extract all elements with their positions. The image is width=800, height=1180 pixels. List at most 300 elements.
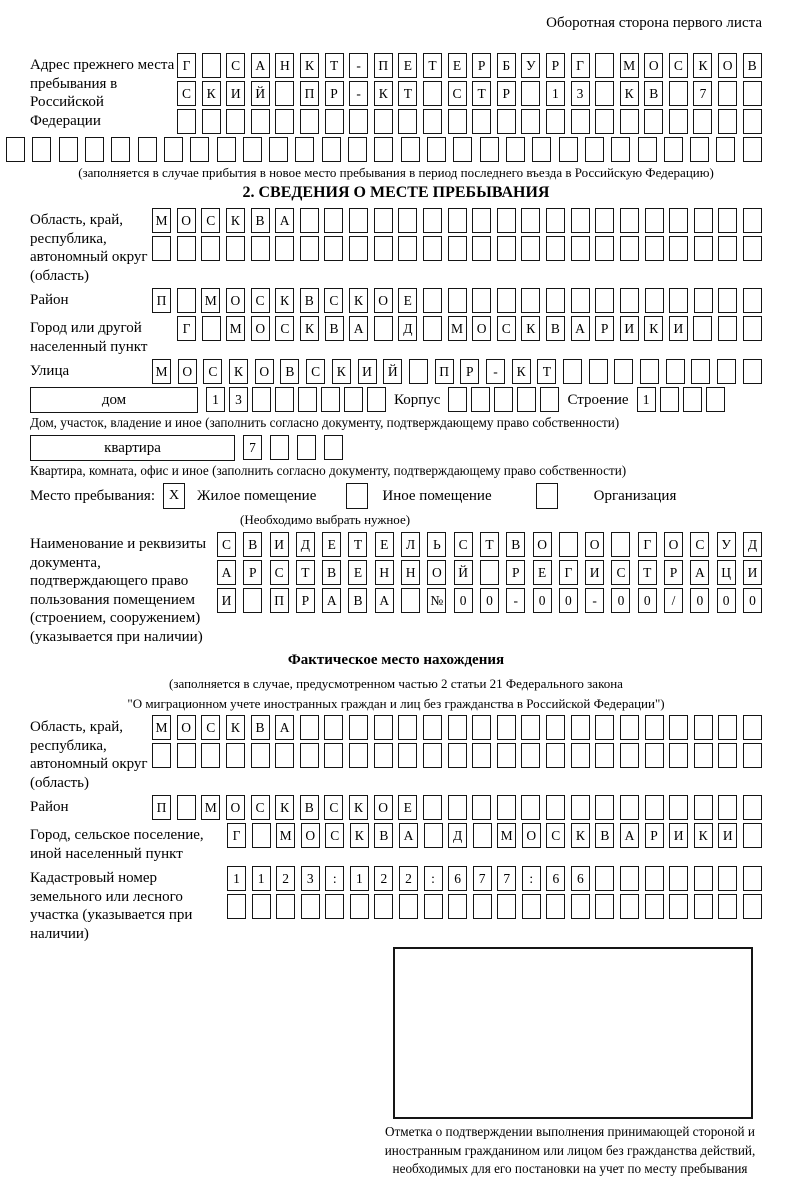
char-cell[interactable] xyxy=(595,109,614,134)
char-cell[interactable] xyxy=(275,109,294,134)
char-cell[interactable]: М xyxy=(276,823,295,848)
char-cell[interactable] xyxy=(322,137,341,162)
char-cell[interactable] xyxy=(497,743,516,768)
char-cell[interactable] xyxy=(718,81,737,106)
char-cell[interactable]: В xyxy=(374,823,393,848)
char-cell[interactable]: Т xyxy=(296,560,315,585)
char-cell[interactable] xyxy=(423,743,442,768)
char-cell[interactable] xyxy=(374,208,393,233)
char-cell[interactable]: К xyxy=(300,53,319,78)
char-cell[interactable]: А xyxy=(251,53,270,78)
char-cell[interactable] xyxy=(494,387,513,412)
char-cell[interactable] xyxy=(743,359,762,384)
char-cell[interactable] xyxy=(693,316,712,341)
char-cell[interactable]: 2 xyxy=(276,866,295,891)
char-cell[interactable]: М xyxy=(448,316,467,341)
char-cell[interactable]: К xyxy=(644,316,663,341)
char-cell[interactable] xyxy=(706,387,725,412)
char-cell[interactable]: П xyxy=(152,288,171,313)
char-cell[interactable] xyxy=(252,387,271,412)
char-cell[interactable]: О xyxy=(718,53,737,78)
char-cell[interactable] xyxy=(275,81,294,106)
char-cell[interactable]: В xyxy=(348,588,367,613)
char-cell[interactable]: В xyxy=(300,288,319,313)
char-cell[interactable]: А xyxy=(620,823,639,848)
char-cell[interactable]: У xyxy=(717,532,736,557)
char-cell[interactable]: Г xyxy=(638,532,657,557)
char-cell[interactable]: М xyxy=(226,316,245,341)
char-cell[interactable] xyxy=(374,236,393,261)
char-cell[interactable] xyxy=(595,894,614,919)
char-cell[interactable] xyxy=(252,894,271,919)
street-grid[interactable] xyxy=(152,359,762,384)
char-cell[interactable] xyxy=(32,137,51,162)
char-cell[interactable] xyxy=(620,288,639,313)
char-cell[interactable]: В xyxy=(251,715,270,740)
char-cell[interactable] xyxy=(423,316,442,341)
char-cell[interactable] xyxy=(448,795,467,820)
char-cell[interactable] xyxy=(614,359,633,384)
char-cell[interactable] xyxy=(743,866,762,891)
char-cell[interactable] xyxy=(718,715,737,740)
char-cell[interactable] xyxy=(718,894,737,919)
char-cell[interactable] xyxy=(398,715,417,740)
char-cell[interactable]: В xyxy=(325,316,344,341)
char-cell[interactable] xyxy=(344,387,363,412)
char-cell[interactable] xyxy=(669,715,688,740)
char-cell[interactable] xyxy=(521,109,540,134)
char-cell[interactable]: С xyxy=(306,359,325,384)
char-cell[interactable]: У xyxy=(521,53,540,78)
char-cell[interactable]: П xyxy=(435,359,454,384)
char-cell[interactable]: О xyxy=(472,316,491,341)
char-cell[interactable]: 1 xyxy=(227,866,246,891)
char-cell[interactable]: 6 xyxy=(571,866,590,891)
char-cell[interactable]: Г xyxy=(571,53,590,78)
prev-address-grid-row2[interactable] xyxy=(177,81,762,106)
char-cell[interactable]: Д xyxy=(448,823,467,848)
char-cell[interactable] xyxy=(669,288,688,313)
char-cell[interactable] xyxy=(276,894,295,919)
char-cell[interactable] xyxy=(743,81,762,106)
char-cell[interactable]: С xyxy=(611,560,630,585)
char-cell[interactable]: С xyxy=(546,823,565,848)
char-cell[interactable] xyxy=(718,743,737,768)
char-cell[interactable] xyxy=(521,81,540,106)
char-cell[interactable] xyxy=(448,743,467,768)
char-cell[interactable] xyxy=(251,236,270,261)
char-cell[interactable]: Е xyxy=(448,53,467,78)
char-cell[interactable] xyxy=(517,387,536,412)
char-cell[interactable]: № xyxy=(427,588,446,613)
char-cell[interactable]: Р xyxy=(296,588,315,613)
char-cell[interactable]: И xyxy=(270,532,289,557)
char-cell[interactable]: С xyxy=(454,532,473,557)
char-cell[interactable] xyxy=(645,866,664,891)
char-cell[interactable]: Г xyxy=(177,316,196,341)
char-cell[interactable] xyxy=(448,109,467,134)
char-cell[interactable] xyxy=(448,236,467,261)
char-cell[interactable] xyxy=(448,387,467,412)
char-cell[interactable] xyxy=(743,109,762,134)
char-cell[interactable] xyxy=(694,743,713,768)
char-cell[interactable] xyxy=(571,288,590,313)
actual-region-grid-row1[interactable] xyxy=(152,715,762,740)
char-cell[interactable] xyxy=(480,137,499,162)
char-cell[interactable] xyxy=(645,288,664,313)
char-cell[interactable] xyxy=(497,288,516,313)
char-cell[interactable] xyxy=(300,208,319,233)
char-cell[interactable]: Е xyxy=(375,532,394,557)
char-cell[interactable] xyxy=(473,823,492,848)
char-cell[interactable]: В xyxy=(280,359,299,384)
actual-district-grid[interactable] xyxy=(152,795,762,820)
char-cell[interactable]: Т xyxy=(398,81,417,106)
char-cell[interactable] xyxy=(693,109,712,134)
char-cell[interactable] xyxy=(269,137,288,162)
char-cell[interactable] xyxy=(743,795,762,820)
prev-address-grid-row3[interactable] xyxy=(177,109,762,134)
char-cell[interactable]: Г xyxy=(227,823,246,848)
char-cell[interactable] xyxy=(743,823,762,848)
char-cell[interactable] xyxy=(571,795,590,820)
cadastral-grid-row2[interactable] xyxy=(227,894,762,919)
char-cell[interactable] xyxy=(718,866,737,891)
char-cell[interactable]: И xyxy=(620,316,639,341)
char-cell[interactable]: М xyxy=(152,208,171,233)
char-cell[interactable] xyxy=(85,137,104,162)
char-cell[interactable] xyxy=(472,715,491,740)
char-cell[interactable]: С xyxy=(324,288,343,313)
char-cell[interactable]: Т xyxy=(638,560,657,585)
char-cell[interactable] xyxy=(423,81,442,106)
char-cell[interactable]: С xyxy=(270,560,289,585)
char-cell[interactable]: 1 xyxy=(252,866,271,891)
char-cell[interactable] xyxy=(595,866,614,891)
char-cell[interactable] xyxy=(472,208,491,233)
region-grid-row1[interactable] xyxy=(152,208,762,233)
char-cell[interactable]: А xyxy=(322,588,341,613)
char-cell[interactable] xyxy=(201,236,220,261)
char-cell[interactable] xyxy=(251,743,270,768)
char-cell[interactable] xyxy=(620,715,639,740)
char-cell[interactable]: 3 xyxy=(229,387,248,412)
char-cell[interactable]: С xyxy=(203,359,222,384)
char-cell[interactable] xyxy=(620,866,639,891)
char-cell[interactable] xyxy=(202,53,221,78)
char-cell[interactable] xyxy=(349,208,368,233)
char-cell[interactable]: 0 xyxy=(611,588,630,613)
char-cell[interactable] xyxy=(227,894,246,919)
char-cell[interactable]: К xyxy=(349,795,368,820)
char-cell[interactable] xyxy=(669,743,688,768)
char-cell[interactable]: В xyxy=(546,316,565,341)
char-cell[interactable]: : xyxy=(522,866,541,891)
char-cell[interactable] xyxy=(694,236,713,261)
char-cell[interactable] xyxy=(611,137,630,162)
char-cell[interactable]: О xyxy=(644,53,663,78)
char-cell[interactable]: О xyxy=(522,823,541,848)
char-cell[interactable] xyxy=(718,236,737,261)
char-cell[interactable] xyxy=(398,208,417,233)
char-cell[interactable] xyxy=(694,866,713,891)
char-cell[interactable] xyxy=(301,894,320,919)
char-cell[interactable] xyxy=(295,137,314,162)
char-cell[interactable]: С xyxy=(325,823,344,848)
char-cell[interactable] xyxy=(448,288,467,313)
char-cell[interactable]: Н xyxy=(401,560,420,585)
char-cell[interactable] xyxy=(645,894,664,919)
char-cell[interactable] xyxy=(559,137,578,162)
char-cell[interactable] xyxy=(177,288,196,313)
char-cell[interactable]: Р xyxy=(243,560,262,585)
char-cell[interactable] xyxy=(252,823,271,848)
char-cell[interactable]: М xyxy=(201,795,220,820)
char-cell[interactable] xyxy=(59,137,78,162)
char-cell[interactable] xyxy=(620,109,639,134)
char-cell[interactable] xyxy=(152,236,171,261)
char-cell[interactable] xyxy=(427,137,446,162)
char-cell[interactable]: - xyxy=(349,53,368,78)
char-cell[interactable]: П xyxy=(152,795,171,820)
char-cell[interactable]: С xyxy=(201,715,220,740)
char-cell[interactable]: Т xyxy=(325,53,344,78)
apartment-grid[interactable] xyxy=(243,435,343,460)
char-cell[interactable]: К xyxy=(226,715,245,740)
char-cell[interactable] xyxy=(374,743,393,768)
char-cell[interactable]: К xyxy=(512,359,531,384)
char-cell[interactable] xyxy=(540,387,559,412)
char-cell[interactable] xyxy=(497,109,516,134)
char-cell[interactable]: Л xyxy=(401,532,420,557)
char-cell[interactable] xyxy=(571,109,590,134)
char-cell[interactable] xyxy=(743,236,762,261)
char-cell[interactable] xyxy=(497,894,516,919)
char-cell[interactable]: В xyxy=(506,532,525,557)
char-cell[interactable] xyxy=(497,208,516,233)
char-cell[interactable] xyxy=(398,743,417,768)
char-cell[interactable]: - xyxy=(349,81,368,106)
document-grid-row2[interactable] xyxy=(217,560,762,585)
char-cell[interactable]: С xyxy=(448,81,467,106)
char-cell[interactable] xyxy=(226,109,245,134)
char-cell[interactable] xyxy=(6,137,25,162)
char-cell[interactable]: О xyxy=(585,532,604,557)
char-cell[interactable] xyxy=(472,743,491,768)
char-cell[interactable] xyxy=(374,316,393,341)
char-cell[interactable] xyxy=(669,866,688,891)
char-cell[interactable]: И xyxy=(358,359,377,384)
char-cell[interactable] xyxy=(595,81,614,106)
char-cell[interactable] xyxy=(546,208,565,233)
char-cell[interactable]: А xyxy=(217,560,236,585)
char-cell[interactable] xyxy=(743,208,762,233)
char-cell[interactable] xyxy=(595,208,614,233)
char-cell[interactable]: М xyxy=(201,288,220,313)
char-cell[interactable] xyxy=(669,109,688,134)
stay-type-checkbox-organization[interactable] xyxy=(536,483,558,509)
char-cell[interactable] xyxy=(532,137,551,162)
char-cell[interactable] xyxy=(611,532,630,557)
char-cell[interactable] xyxy=(717,359,736,384)
char-cell[interactable]: Т xyxy=(480,532,499,557)
char-cell[interactable]: Р xyxy=(664,560,683,585)
char-cell[interactable] xyxy=(645,743,664,768)
char-cell[interactable] xyxy=(424,894,443,919)
char-cell[interactable] xyxy=(226,743,245,768)
char-cell[interactable] xyxy=(546,288,565,313)
char-cell[interactable]: 3 xyxy=(301,866,320,891)
char-cell[interactable]: Е xyxy=(398,795,417,820)
char-cell[interactable]: И xyxy=(718,823,737,848)
char-cell[interactable]: - xyxy=(486,359,505,384)
char-cell[interactable]: М xyxy=(152,359,171,384)
char-cell[interactable] xyxy=(202,316,221,341)
char-cell[interactable]: Д xyxy=(743,532,762,557)
char-cell[interactable]: К xyxy=(226,208,245,233)
stay-type-checkbox-other[interactable] xyxy=(346,483,368,509)
char-cell[interactable] xyxy=(300,743,319,768)
char-cell[interactable]: С xyxy=(251,795,270,820)
char-cell[interactable] xyxy=(497,715,516,740)
char-cell[interactable]: А xyxy=(690,560,709,585)
house-box[interactable]: дом xyxy=(30,387,198,413)
char-cell[interactable] xyxy=(298,387,317,412)
char-cell[interactable]: Д xyxy=(398,316,417,341)
char-cell[interactable] xyxy=(571,743,590,768)
char-cell[interactable]: М xyxy=(497,823,516,848)
char-cell[interactable]: 7 xyxy=(473,866,492,891)
char-cell[interactable]: О xyxy=(226,795,245,820)
char-cell[interactable]: В xyxy=(300,795,319,820)
char-cell[interactable]: А xyxy=(275,208,294,233)
char-cell[interactable]: С xyxy=(324,795,343,820)
char-cell[interactable] xyxy=(660,387,679,412)
char-cell[interactable]: / xyxy=(664,588,683,613)
char-cell[interactable]: Р xyxy=(506,560,525,585)
char-cell[interactable] xyxy=(270,435,289,460)
char-cell[interactable] xyxy=(448,208,467,233)
char-cell[interactable] xyxy=(243,588,262,613)
char-cell[interactable] xyxy=(595,53,614,78)
char-cell[interactable]: Ц xyxy=(717,560,736,585)
document-grid-row1[interactable] xyxy=(217,532,762,557)
char-cell[interactable]: О xyxy=(374,795,393,820)
char-cell[interactable]: : xyxy=(325,866,344,891)
char-cell[interactable]: К xyxy=(275,288,294,313)
char-cell[interactable] xyxy=(448,715,467,740)
char-cell[interactable]: А xyxy=(275,715,294,740)
char-cell[interactable]: И xyxy=(585,560,604,585)
char-cell[interactable]: С xyxy=(275,316,294,341)
char-cell[interactable]: А xyxy=(571,316,590,341)
char-cell[interactable] xyxy=(152,743,171,768)
char-cell[interactable] xyxy=(546,715,565,740)
char-cell[interactable] xyxy=(190,137,209,162)
char-cell[interactable] xyxy=(571,236,590,261)
char-cell[interactable]: 0 xyxy=(533,588,552,613)
char-cell[interactable] xyxy=(497,236,516,261)
char-cell[interactable] xyxy=(589,359,608,384)
char-cell[interactable] xyxy=(718,316,737,341)
char-cell[interactable]: 1 xyxy=(637,387,656,412)
char-cell[interactable] xyxy=(694,288,713,313)
char-cell[interactable]: И xyxy=(669,316,688,341)
char-cell[interactable] xyxy=(743,288,762,313)
char-cell[interactable]: Р xyxy=(546,53,565,78)
char-cell[interactable]: К xyxy=(694,823,713,848)
stroenie-grid[interactable] xyxy=(637,387,725,412)
char-cell[interactable] xyxy=(275,743,294,768)
char-cell[interactable] xyxy=(546,109,565,134)
char-cell[interactable]: 0 xyxy=(638,588,657,613)
actual-city-grid[interactable] xyxy=(227,823,762,848)
char-cell[interactable]: Е xyxy=(348,560,367,585)
char-cell[interactable] xyxy=(497,795,516,820)
char-cell[interactable] xyxy=(374,894,393,919)
char-cell[interactable] xyxy=(694,894,713,919)
char-cell[interactable] xyxy=(716,137,735,162)
char-cell[interactable] xyxy=(401,588,420,613)
cadastral-grid-row1[interactable] xyxy=(227,866,762,891)
char-cell[interactable] xyxy=(217,137,236,162)
char-cell[interactable] xyxy=(522,894,541,919)
char-cell[interactable] xyxy=(472,795,491,820)
char-cell[interactable] xyxy=(620,208,639,233)
char-cell[interactable]: С xyxy=(201,208,220,233)
char-cell[interactable]: К xyxy=(349,288,368,313)
char-cell[interactable]: И xyxy=(226,81,245,106)
char-cell[interactable]: Т xyxy=(472,81,491,106)
char-cell[interactable]: О xyxy=(255,359,274,384)
char-cell[interactable]: Й xyxy=(251,81,270,106)
char-cell[interactable]: В xyxy=(251,208,270,233)
char-cell[interactable]: О xyxy=(178,359,197,384)
char-cell[interactable]: О xyxy=(374,288,393,313)
char-cell[interactable]: А xyxy=(349,316,368,341)
char-cell[interactable]: В xyxy=(595,823,614,848)
actual-region-grid-row2[interactable] xyxy=(152,743,762,768)
char-cell[interactable] xyxy=(645,236,664,261)
char-cell[interactable] xyxy=(164,137,183,162)
char-cell[interactable] xyxy=(243,137,262,162)
char-cell[interactable]: 6 xyxy=(546,866,565,891)
char-cell[interactable]: 0 xyxy=(454,588,473,613)
char-cell[interactable] xyxy=(472,236,491,261)
char-cell[interactable] xyxy=(595,743,614,768)
char-cell[interactable]: Г xyxy=(559,560,578,585)
char-cell[interactable] xyxy=(620,743,639,768)
char-cell[interactable]: Н xyxy=(375,560,394,585)
char-cell[interactable]: М xyxy=(152,715,171,740)
char-cell[interactable]: Р xyxy=(595,316,614,341)
char-cell[interactable]: О xyxy=(301,823,320,848)
char-cell[interactable] xyxy=(743,894,762,919)
char-cell[interactable] xyxy=(374,109,393,134)
char-cell[interactable] xyxy=(694,208,713,233)
char-cell[interactable]: : xyxy=(424,866,443,891)
char-cell[interactable] xyxy=(645,715,664,740)
char-cell[interactable] xyxy=(453,137,472,162)
char-cell[interactable]: О xyxy=(177,208,196,233)
char-cell[interactable] xyxy=(423,715,442,740)
char-cell[interactable] xyxy=(398,236,417,261)
char-cell[interactable]: С xyxy=(177,81,196,106)
char-cell[interactable]: В xyxy=(243,532,262,557)
char-cell[interactable] xyxy=(321,387,340,412)
char-cell[interactable]: 0 xyxy=(480,588,499,613)
char-cell[interactable] xyxy=(620,236,639,261)
